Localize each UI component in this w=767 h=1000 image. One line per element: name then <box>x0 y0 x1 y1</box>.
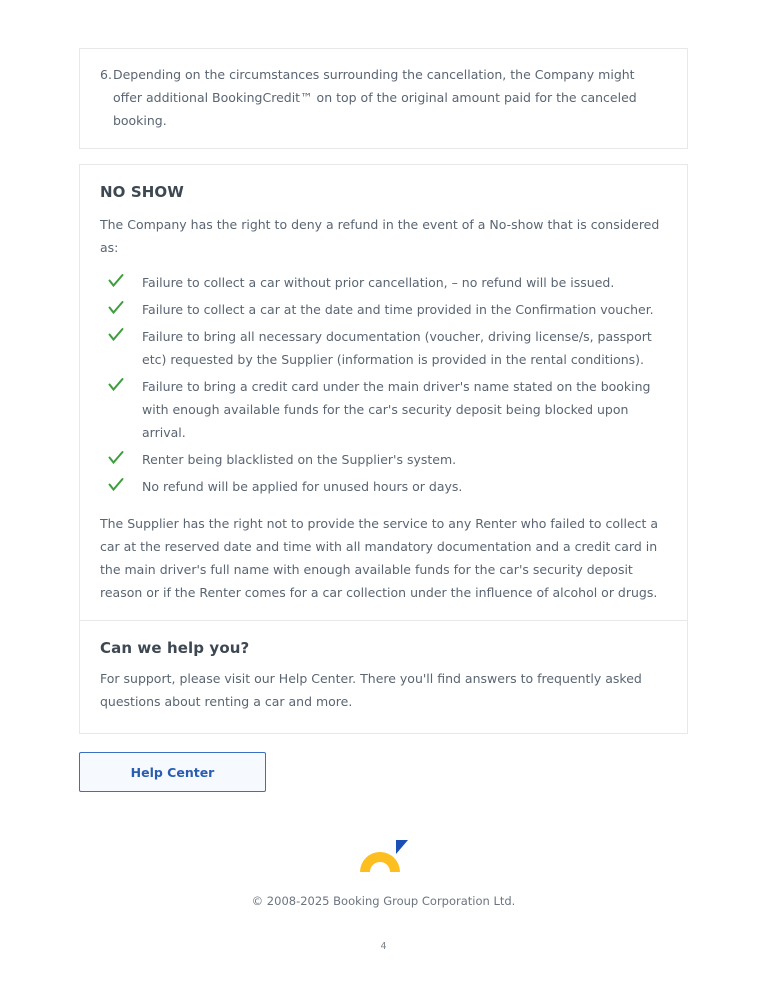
help-text: For support, please visit our Help Center. There you'll find answers to frequently asked questions about renting a car and more. <box>100 671 642 709</box>
list-item-label: No refund will be applied for unused hours or days. <box>142 479 463 494</box>
no-show-outro: The Supplier has the right not to provide the service to any Renter who failed to collect a car at the reserved date and time with all mandatory documentation and a credit card in the main driver's full name with enough available funds for the car's security deposit reason or if the Renter comes for a car collection under the influence of alcohol or drugs. <box>100 516 659 600</box>
clause-item <box>100 63 667 132</box>
list-item <box>100 271 667 294</box>
list-item-label: Failure to collect a car at the date and time provided in the Confirmation voucher. <box>142 302 654 317</box>
list-item <box>100 448 667 471</box>
list-item <box>100 298 667 321</box>
no-show-intro: The Company has the right to deny a refund in the event of a No-show that is considered as: <box>100 217 660 255</box>
check-icon <box>108 327 124 343</box>
copyright-text: © 2008-2025 Booking Group Corporation Ltd. <box>251 894 516 908</box>
check-icon <box>108 477 124 493</box>
no-show-card <box>79 164 688 625</box>
no-show-title: NO SHOW <box>100 183 184 201</box>
check-icon <box>108 273 124 289</box>
list-item <box>100 375 667 444</box>
list-item-label: Failure to bring a credit card under the main driver's name stated on the booking with enough available funds for the car's security deposit being blocked upon arrival. <box>142 379 651 440</box>
help-title: Can we help you? <box>100 639 250 657</box>
check-icon <box>108 300 124 316</box>
check-icon <box>108 450 124 466</box>
check-icon <box>108 377 124 393</box>
brand-logo <box>0 830 767 874</box>
page-number: 4 <box>380 941 387 952</box>
list-item-label: Renter being blacklisted on the Supplier's system. <box>142 452 457 467</box>
help-center-button[interactable]: Help Center <box>79 752 266 792</box>
clause-number: 6. <box>100 67 112 82</box>
clause-card <box>79 48 688 149</box>
list-item-label: Failure to collect a car without prior cancellation, – no refund will be issued. <box>142 275 615 290</box>
help-card <box>79 620 688 734</box>
list-item <box>100 475 667 498</box>
list-item-label: Failure to bring all necessary documentation (voucher, driving license/s, passport etc) requested by the Supplier (information is provided in the rental conditions). <box>142 329 652 367</box>
clause-text: Depending on the circumstances surrounding the cancellation, the Company might offer additional BookingCredit™ on top of the original amount paid for the canceled booking. <box>112 67 637 128</box>
booking-group-logo-icon <box>356 830 412 874</box>
list-item <box>100 325 667 371</box>
no-show-list <box>100 271 667 498</box>
